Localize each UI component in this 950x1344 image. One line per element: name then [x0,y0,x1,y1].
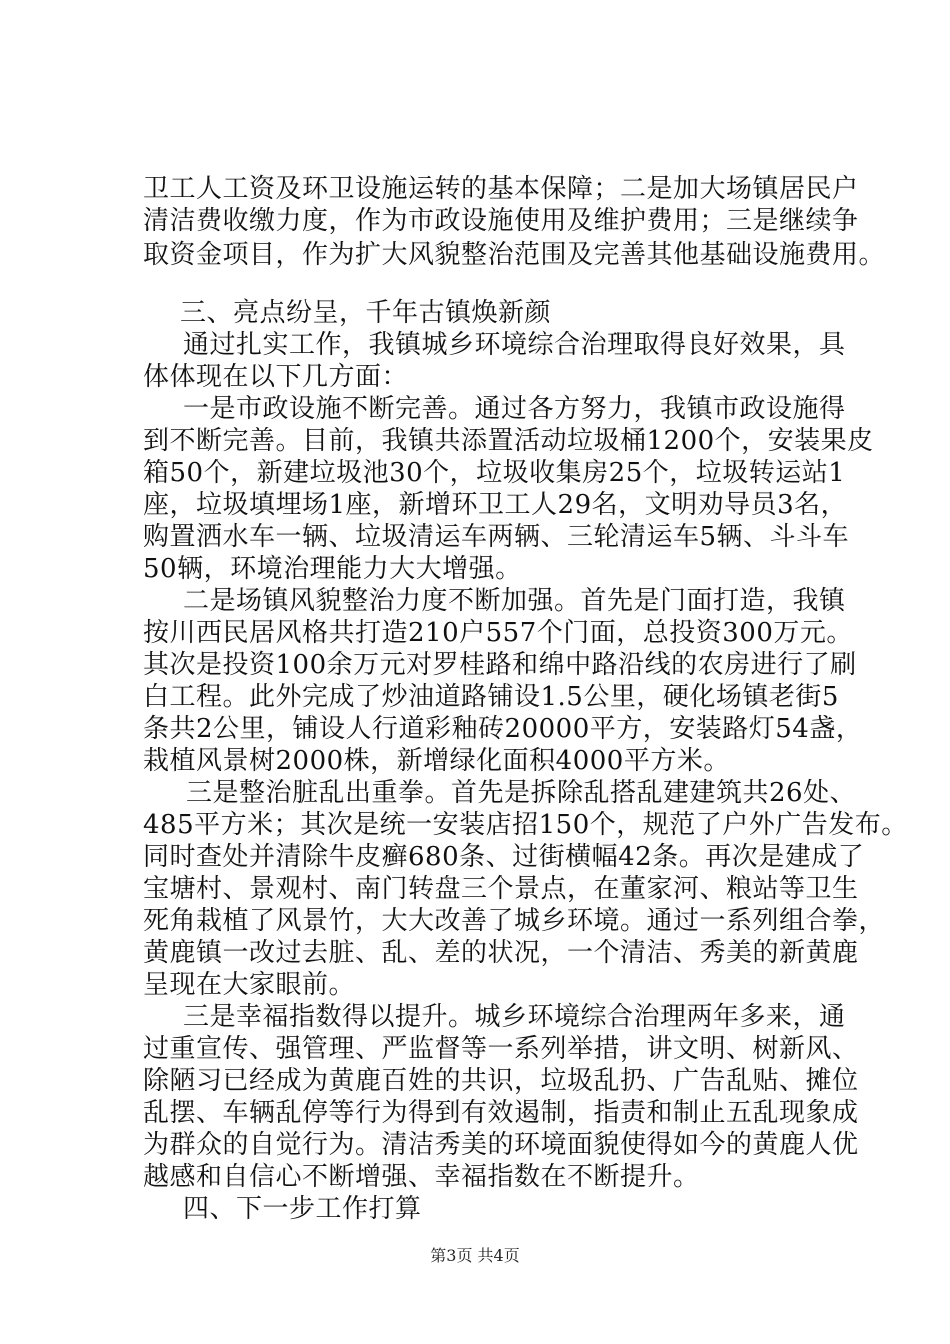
text-line-9: 箱50个，新建垃圾池30个，垃圾收集房25个，垃圾转运站1 [143,458,846,488]
text-line-1: 卫工人工资及环卫设施运转的基本保障；二是加大场镇居民户 [143,174,859,204]
text-line-16: 白工程。此外完成了炒油道路铺设1.5公里，硬化场镇老街5 [143,682,839,712]
text-line-30: 为群众的自觉行为。清洁秀美的环境面貌使得如今的黄鹿人优 [143,1130,859,1160]
text-line-2: 清洁费收缴力度，作为市政设施使用及维护费用；三是继续争 [143,206,859,236]
text-line-22: 宝塘村、景观村、南门转盘三个景点，在董家河、粮站等卫生 [143,874,859,904]
page-footer: 第3页 共4页 [430,1246,520,1265]
text-line-7: 一是市政设施不断完善。通过各方努力，我镇市政设施得 [183,394,846,424]
text-line-21: 同时查处并清除牛皮癣680条、过街横幅42条。再次是建成了 [143,842,865,872]
text-line-14: 按川西民居风格共打造210户557个门面，总投资300万元。 [143,618,853,648]
text-line-27: 过重宣传、强管理、严监督等一系列举措，讲文明、树新风、 [143,1034,859,1064]
text-line-11: 购置洒水车一辆、垃圾清运车两辆、三轮清运车5辆、斗斗车 [143,522,850,552]
text-line-15: 其次是投资100余万元对罗桂路和绵中路沿线的农房进行了刷 [143,650,857,680]
text-line-26: 三是幸福指数得以提升。城乡环境综合治理两年多来，通 [183,1002,846,1032]
text-line-5: 通过扎实工作，我镇城乡环境综合治理取得良好效果，具 [183,330,846,360]
section-heading-3: 三、亮点纷呈，千年古镇焕新颜 [180,298,552,328]
text-line-24: 黄鹿镇一改过去脏、乱、差的状况，一个清洁、秀美的新黄鹿 [143,938,859,968]
text-line-28: 除陋习已经成为黄鹿百姓的共识，垃圾乱扔、广告乱贴、摊位 [143,1066,859,1096]
text-line-10: 座，垃圾填埋场1座，新增环卫工人29名，文明劝导员3名， [143,490,848,520]
text-line-12: 50辆，环境治理能力大大增强。 [143,554,522,584]
text-line-18: 栽植风景树2000株，新增绿化面积4000平方米。 [143,746,730,776]
text-line-20: 485平方米；其次是统一安装店招150个，规范了户外广告发布。 [143,810,908,840]
text-line-17: 条共2公里，铺设人行道彩釉砖20000平方，安装路灯54盏， [143,714,863,744]
text-line-25: 呈现在大家眼前。 [143,970,356,1000]
text-line-29: 乱摆、车辆乱停等行为得到有效遏制，指责和制止五乱现象成 [143,1098,859,1128]
text-line-19: 三是整治脏乱出重拳。首先是拆除乱搭乱建建筑共26处、 [186,778,857,808]
text-line-3: 取资金项目，作为扩大风貌整治范围及完善其他基础设施费用。 [143,240,886,270]
section-heading-4: 四、下一步工作打算 [183,1194,422,1224]
text-line-13: 二是场镇风貌整治力度不断加强。首先是门面打造，我镇 [183,586,846,616]
text-line-6: 体体现在以下几方面： [143,362,409,392]
text-line-31: 越感和自信心不断增强、幸福指数在不断提升。 [143,1162,700,1192]
text-line-23: 死角栽植了风景竹，大大改善了城乡环境。通过一系列组合拳， [143,906,886,936]
text-line-8: 到不断完善。目前，我镇共添置活动垃圾桶1200个，安装果皮 [143,426,874,456]
